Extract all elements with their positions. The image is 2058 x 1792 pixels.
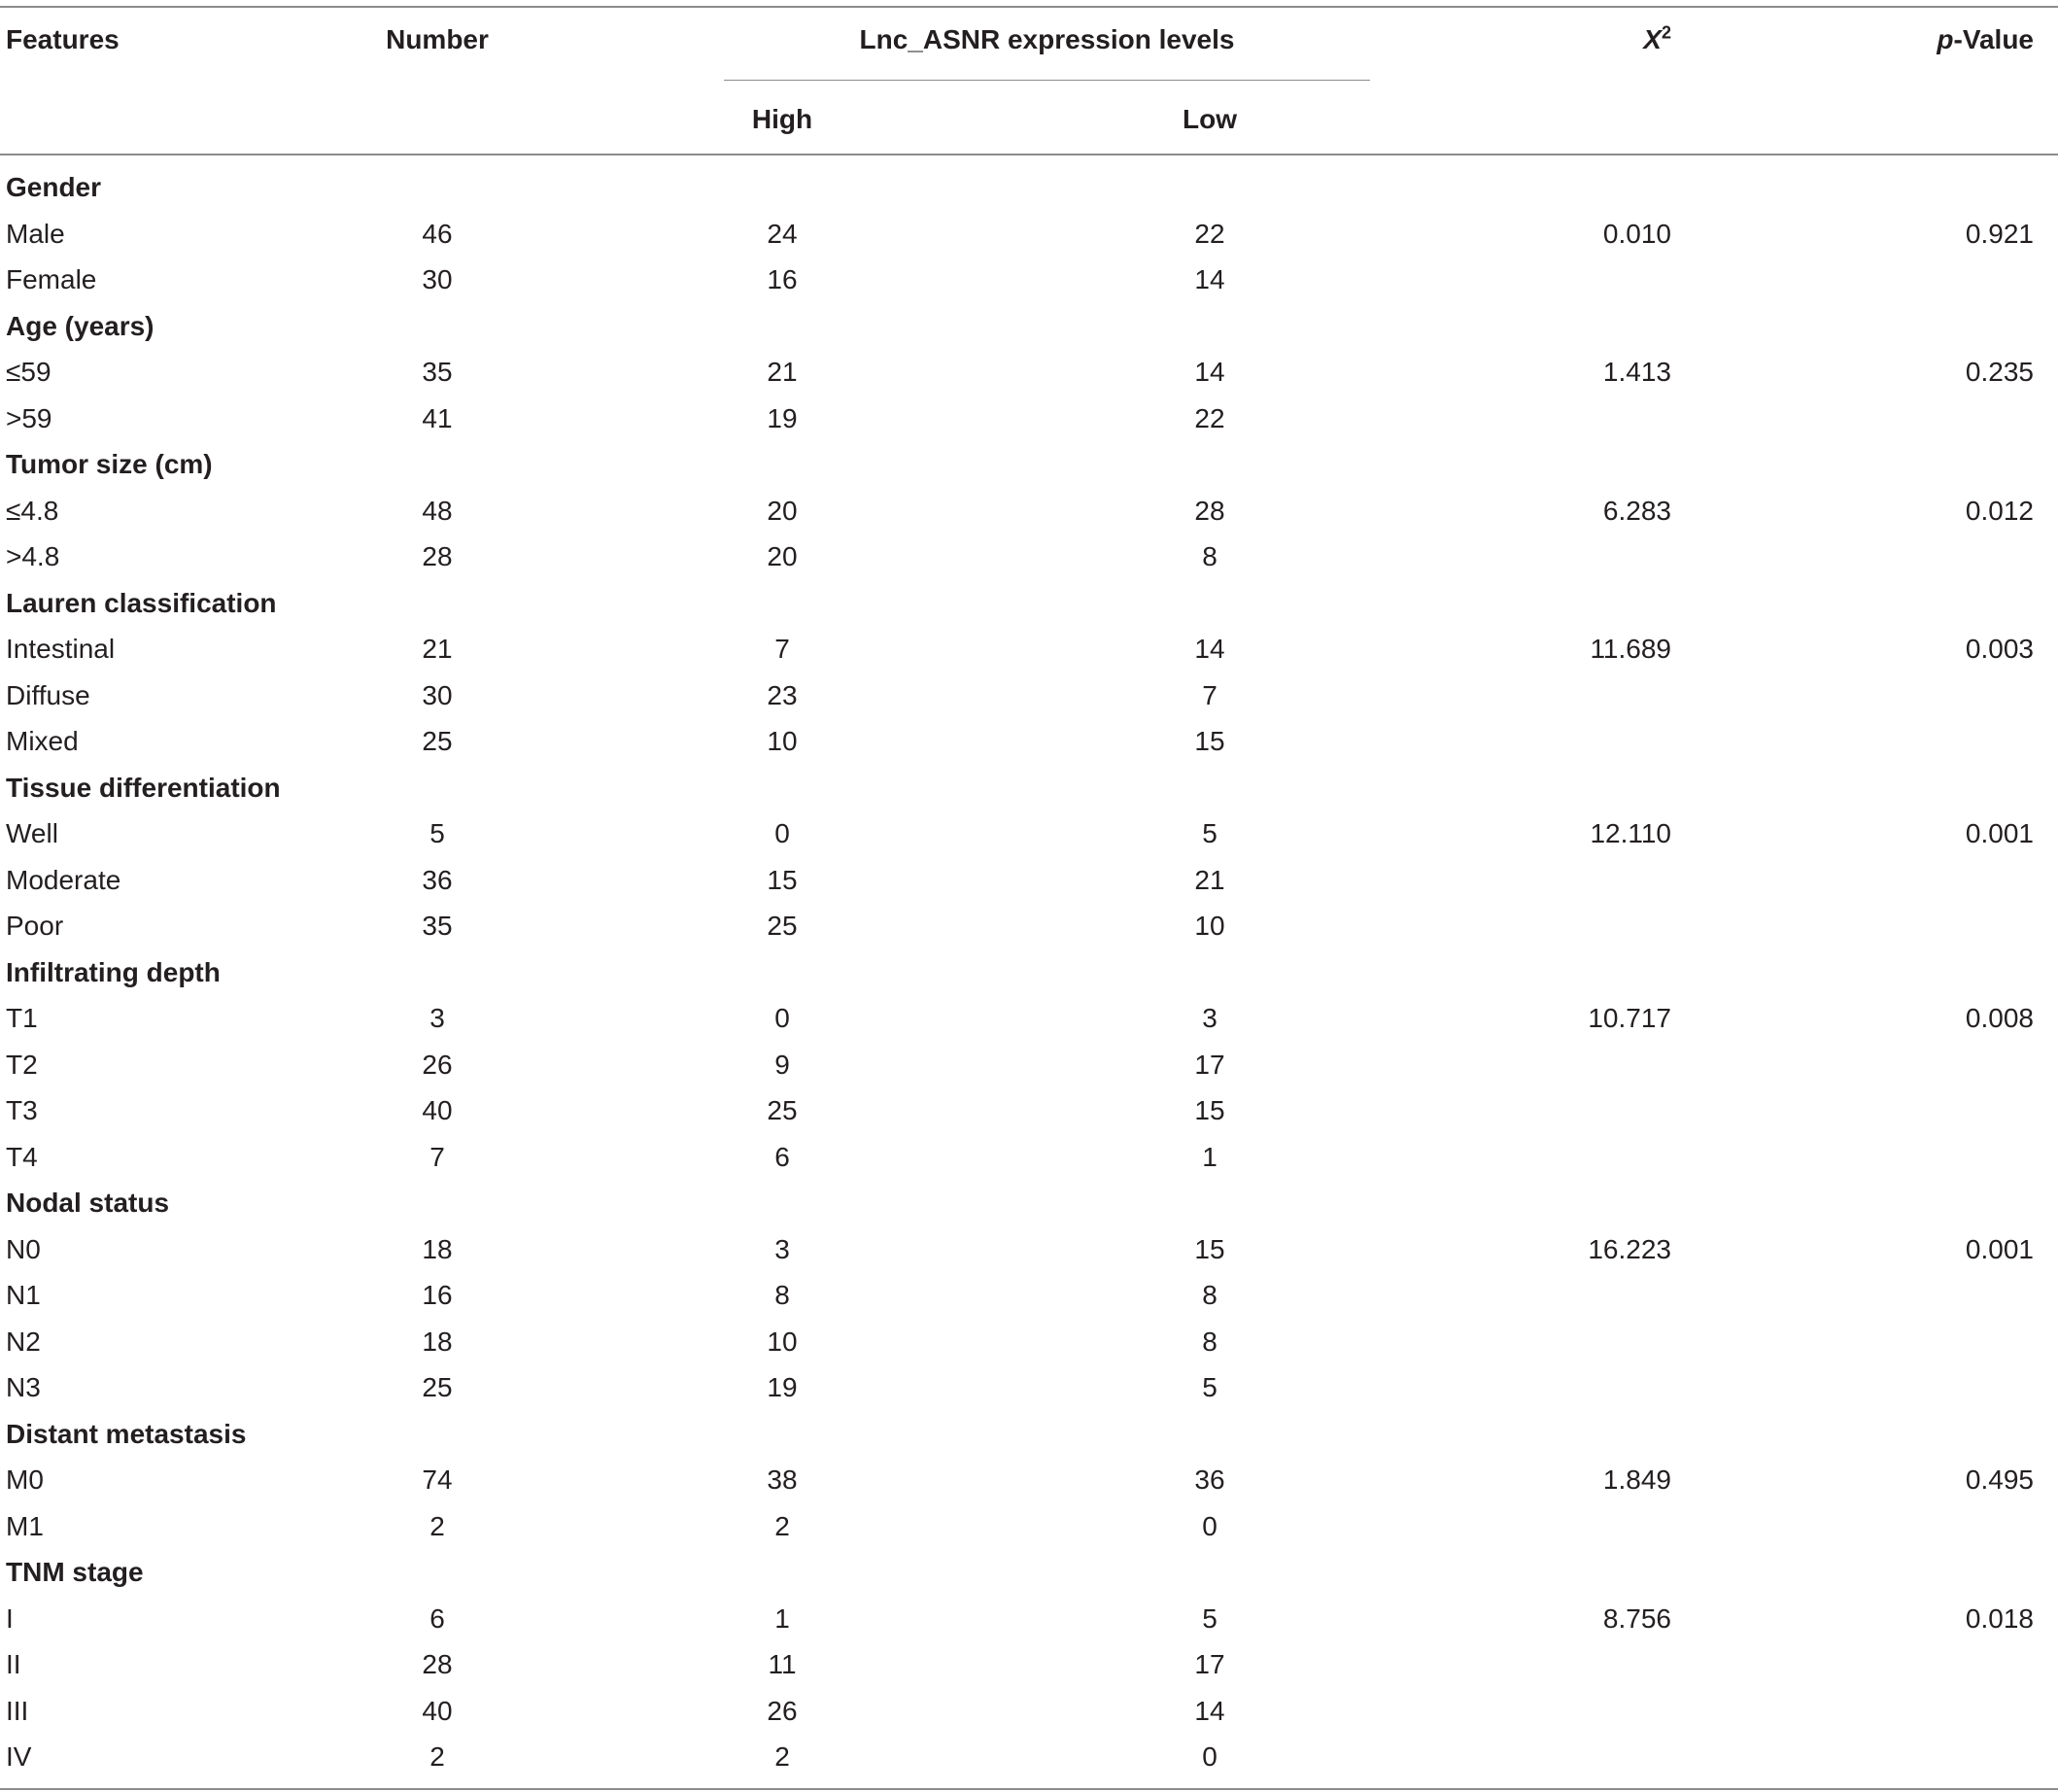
cell-number: 18 [422, 1233, 453, 1264]
row-label: IV [6, 1741, 32, 1772]
group-heading: Tumor size (cm) [6, 449, 213, 479]
cell-high: 20 [767, 541, 798, 571]
cell-p-value: 0.235 [1965, 357, 2034, 387]
cell-low: 22 [1194, 218, 1225, 249]
cell-p-value: 0.012 [1965, 495, 2034, 526]
p-symbol: p [1937, 24, 1954, 54]
row-label: II [6, 1649, 21, 1679]
group-heading: Infiltrating depth [6, 956, 221, 987]
header-p-value [1937, 23, 2034, 56]
row-label: >4.8 [6, 541, 60, 571]
cell-number: 74 [422, 1465, 453, 1495]
row-label: Mixed [6, 726, 79, 756]
cell-low: 5 [1202, 818, 1218, 848]
cell-chi-square: 6.283 [1602, 495, 1671, 526]
cell-low: 17 [1194, 1649, 1225, 1679]
cell-number: 30 [422, 264, 453, 294]
cell-high: 26 [767, 1695, 798, 1726]
cell-number: 36 [422, 864, 453, 895]
cell-high: 24 [767, 218, 798, 249]
cell-p-value: 0.008 [1965, 1003, 2034, 1033]
cell-high: 7 [774, 634, 790, 664]
cell-number: 6 [429, 1602, 445, 1634]
cell-high: 1 [774, 1602, 790, 1634]
cell-high: 21 [767, 357, 798, 387]
group-heading: Distant metastasis [6, 1418, 247, 1449]
row-label: Diffuse [6, 679, 90, 710]
row-label: Intestinal [6, 634, 116, 664]
group-heading: Tissue differentiation [6, 772, 281, 803]
cell-high: 3 [774, 1233, 790, 1264]
cell-number: 18 [422, 1326, 453, 1357]
cell-chi-square: 10.717 [1588, 1003, 1671, 1033]
row-label: I [6, 1602, 14, 1634]
cell-number: 28 [422, 1649, 453, 1679]
row-label: N1 [6, 1280, 41, 1310]
cell-number: 25 [422, 1372, 453, 1402]
bottom-rule [0, 1788, 2058, 1790]
chi-superscript: 2 [1661, 22, 1671, 43]
cell-low: 3 [1202, 1003, 1218, 1033]
row-label: N0 [6, 1233, 41, 1264]
header-rule [0, 154, 2058, 155]
cell-high: 10 [767, 726, 798, 756]
cell-low: 5 [1202, 1372, 1218, 1402]
group-heading: Gender [6, 172, 102, 202]
cell-low: 14 [1194, 357, 1225, 387]
cell-low: 8 [1202, 541, 1218, 571]
cell-low: 8 [1202, 1326, 1218, 1357]
cell-number: 46 [422, 218, 453, 249]
row-label: ≤4.8 [6, 495, 59, 526]
row-label: T4 [6, 1141, 38, 1172]
cell-number: 41 [422, 402, 453, 433]
cell-number: 16 [422, 1280, 453, 1310]
chi-symbol: X [1643, 24, 1662, 54]
row-label: Female [6, 264, 97, 294]
cell-p-value: 0.001 [1965, 1233, 2034, 1264]
cell-high: 10 [767, 1326, 798, 1357]
cell-number: 48 [422, 495, 453, 526]
cell-p-value: 0.001 [1965, 818, 2034, 848]
cell-low: 8 [1202, 1280, 1218, 1310]
cell-number: 40 [422, 1095, 453, 1125]
top-rule [0, 6, 2058, 8]
cell-number: 25 [422, 726, 453, 756]
header-low: Low [1183, 104, 1237, 134]
row-label: T3 [6, 1095, 38, 1125]
header-features: Features [6, 24, 120, 54]
cell-chi-square: 1.849 [1602, 1465, 1671, 1495]
cell-low: 15 [1194, 1233, 1225, 1264]
header-number: Number [386, 24, 489, 54]
cell-low: 14 [1194, 264, 1225, 294]
cell-high: 2 [774, 1510, 790, 1541]
group-heading: Age (years) [6, 310, 154, 341]
row-label: Poor [6, 911, 64, 941]
cell-chi-square: 11.689 [1590, 634, 1671, 664]
cell-low: 22 [1194, 402, 1225, 433]
cell-number: 2 [429, 1741, 445, 1772]
cell-high: 16 [767, 264, 798, 294]
cell-high: 23 [767, 679, 798, 710]
header-chi-square [1643, 23, 1671, 56]
cell-chi-square: 12.110 [1590, 818, 1671, 848]
row-label: III [6, 1695, 29, 1726]
cell-low: 10 [1194, 911, 1225, 941]
cell-number: 5 [429, 818, 445, 848]
p-suffix: -Value [1953, 24, 2034, 54]
cell-high: 25 [767, 911, 798, 941]
cell-high: 9 [774, 1049, 790, 1080]
cell-low: 17 [1194, 1049, 1225, 1080]
cell-p-value: 0.921 [1965, 218, 2034, 249]
cell-high: 6 [774, 1141, 790, 1172]
cell-high: 25 [767, 1095, 798, 1125]
cell-p-value: 0.003 [1965, 634, 2034, 664]
cell-low: 36 [1194, 1465, 1225, 1495]
cell-number: 28 [422, 541, 453, 571]
cell-high: 2 [774, 1741, 790, 1772]
cell-high: 0 [774, 1003, 790, 1033]
row-label: T1 [6, 1003, 38, 1033]
cell-chi-square: 8.756 [1602, 1602, 1671, 1634]
group-heading: Nodal status [6, 1188, 170, 1218]
cell-number: 26 [422, 1049, 453, 1080]
cell-low: 14 [1194, 634, 1225, 664]
cell-low: 21 [1194, 864, 1225, 895]
cell-number: 2 [429, 1510, 445, 1541]
cell-low: 15 [1194, 726, 1225, 756]
row-label: M0 [6, 1465, 44, 1495]
cell-high: 11 [768, 1649, 797, 1679]
row-label: T2 [6, 1049, 38, 1080]
header-high: High [751, 104, 813, 134]
cell-p-value: 0.018 [1965, 1602, 2034, 1634]
cell-chi-square: 16.223 [1588, 1233, 1671, 1264]
cell-high: 8 [774, 1280, 790, 1310]
row-label: Moderate [6, 864, 121, 895]
row-label: N3 [6, 1372, 41, 1402]
row-label: M1 [6, 1510, 44, 1541]
group-heading: Lauren classification [6, 587, 277, 618]
cell-number: 35 [422, 911, 453, 941]
row-label: Well [6, 818, 58, 848]
cell-number: 7 [429, 1141, 445, 1172]
cell-low: 15 [1194, 1095, 1225, 1125]
cell-high: 19 [767, 402, 798, 433]
cell-chi-square: 1.413 [1602, 357, 1671, 387]
cell-number: 21 [422, 634, 453, 664]
row-label: Male [6, 218, 65, 249]
cell-high: 20 [767, 495, 798, 526]
cell-low: 0 [1202, 1510, 1218, 1541]
cell-low: 0 [1202, 1741, 1218, 1772]
cell-high: 0 [774, 818, 790, 848]
cell-p-value: 0.495 [1965, 1465, 2034, 1495]
row-label: ≤59 [6, 357, 51, 387]
cell-high: 19 [767, 1372, 798, 1402]
row-label: >59 [6, 402, 52, 433]
expression-span-rule [724, 80, 1370, 81]
cell-number: 30 [422, 679, 453, 710]
cell-number: 40 [422, 1695, 453, 1726]
cell-low: 1 [1202, 1141, 1218, 1172]
cell-low: 7 [1202, 679, 1218, 710]
cell-low: 5 [1202, 1602, 1218, 1634]
cell-number: 3 [429, 1003, 445, 1033]
cell-low: 14 [1194, 1695, 1225, 1726]
cell-low: 28 [1194, 495, 1225, 526]
cell-high: 38 [767, 1465, 798, 1495]
cell-number: 35 [422, 357, 453, 387]
row-label: N2 [6, 1326, 41, 1357]
group-heading: TNM stage [6, 1557, 144, 1587]
header-expression-levels: Lnc_ASNR expression levels [859, 24, 1235, 54]
cell-high: 15 [767, 864, 798, 895]
cell-chi-square: 0.010 [1602, 218, 1671, 249]
